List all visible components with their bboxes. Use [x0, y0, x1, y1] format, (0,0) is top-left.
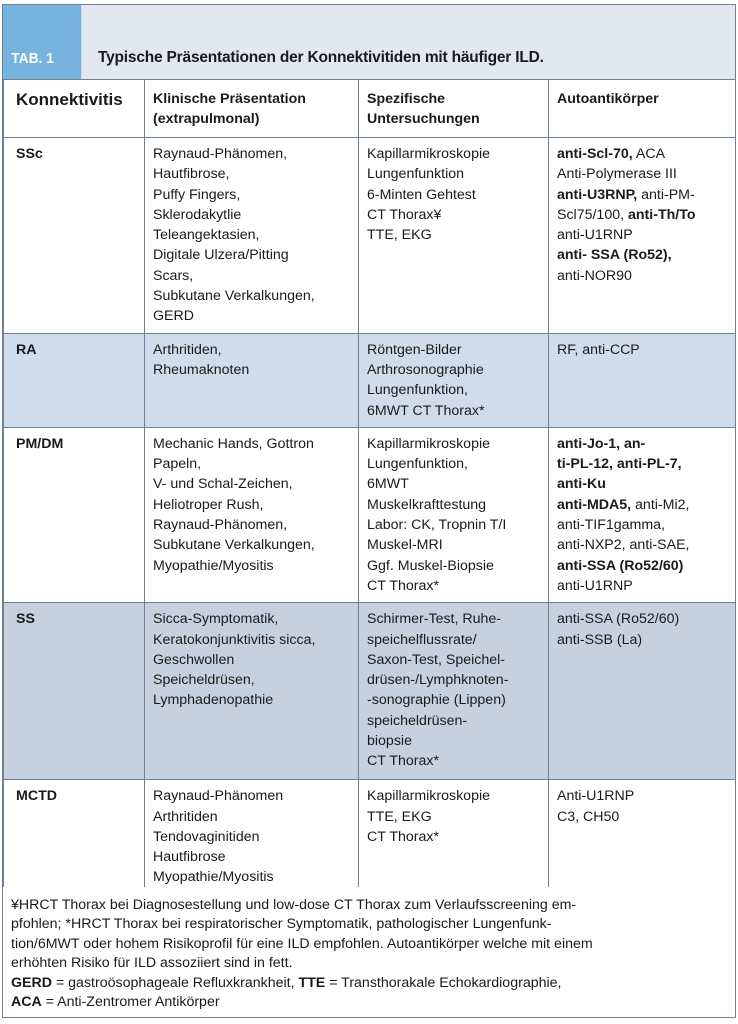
exam-line: drüsen-/Lymphknoten- — [367, 672, 509, 689]
disease-name: PM/DM — [16, 435, 64, 452]
clinical-line: Geschwollen — [153, 651, 235, 668]
exam-line: 6MWT CT Thorax* — [367, 402, 485, 419]
disease-cell — [4, 138, 145, 334]
table-body — [4, 138, 736, 895]
disease-cell — [4, 333, 145, 427]
antibody-line — [557, 495, 727, 515]
exam-line: -sonographie (Lippen) — [367, 692, 506, 709]
table-row — [4, 427, 736, 602]
exam-line: TTE, EKG — [367, 227, 432, 244]
exam-line: Kapillarmikroskopie — [367, 435, 491, 452]
antibody-line — [557, 535, 727, 555]
header-cell — [145, 80, 359, 138]
text: Scl75/100, — [557, 206, 628, 223]
text: anti-U1RNP — [557, 227, 633, 244]
table-row — [4, 780, 736, 895]
text: ¥HRCT Thorax bei Diagnosestellung und low-dose CT Thorax zum Verlaufsscreening em- — [11, 897, 577, 913]
text: anti-NXP2, anti-SAE, — [557, 537, 690, 554]
exam-line: Schirmer-Test, Ruhe- — [367, 611, 502, 628]
antibody-line — [557, 556, 727, 576]
table-row — [4, 333, 736, 427]
text: anti-Mi2, — [631, 496, 690, 513]
exam-line: TTE, EKG — [367, 808, 432, 825]
antibodies-cell — [549, 603, 736, 780]
exam-line: CT Thorax* — [367, 828, 440, 845]
footnote-line — [11, 993, 725, 1012]
clinical-line: Speicheldrüsen, — [153, 672, 255, 689]
footnote-line — [11, 896, 725, 915]
text: Anti-Polymerase III — [557, 166, 677, 183]
exam-line: biopsie — [367, 733, 412, 750]
bold-text: anti-Jo-1, an- — [557, 435, 646, 452]
footnote-line — [11, 915, 725, 934]
text: anti-SSA (Ro52/60) — [557, 611, 680, 628]
clinical-line: Sicca-Symptomatik, — [153, 611, 279, 628]
disease-name: RA — [16, 341, 37, 358]
antibody-line — [557, 144, 727, 164]
table-number-label: TAB. 1 — [3, 5, 81, 79]
exam-line: Röntgen-Bilder — [367, 341, 462, 358]
clinical-cell — [145, 780, 359, 895]
clinical-line: Puffy Fingers, — [153, 186, 241, 203]
bold-text: anti-U3RNP, — [557, 186, 638, 203]
table-frame — [2, 4, 736, 1018]
text: anti-U1RNP — [557, 577, 633, 594]
clinical-line: Heliotroper Rush, — [153, 496, 264, 513]
clinical-line: Subkutane Verkalkungen, — [153, 537, 315, 554]
exams-cell — [359, 427, 549, 602]
clinical-line: Hautfibrose, — [153, 166, 230, 183]
text: RF, anti-CCP — [557, 341, 640, 358]
header-line: Autoantikörper — [557, 91, 659, 107]
antibody-line — [557, 164, 727, 184]
clinical-line: Mechanic Hands, Gottron — [153, 435, 314, 452]
clinical-line: Tendovaginitiden — [153, 828, 260, 845]
antibody-line — [557, 454, 727, 474]
exam-line: speichelflussrate/ — [367, 631, 477, 648]
antibody-line — [557, 434, 727, 454]
connective-tissue-disease-table — [3, 79, 736, 895]
text: = Transthorakale Echokardiographie, — [325, 974, 562, 991]
exam-line: 6MWT — [367, 476, 409, 493]
antibody-line — [557, 205, 727, 225]
exams-cell — [359, 138, 549, 334]
clinical-line: Sklerodakytlie — [153, 206, 242, 223]
clinical-line: Papeln, — [153, 456, 202, 473]
exam-line: Muskel-MRI — [367, 537, 443, 554]
clinical-cell — [145, 427, 359, 602]
antibody-line — [557, 576, 727, 596]
exam-line: Labor: CK, Tropnin T/I — [367, 517, 507, 534]
antibody-line — [557, 786, 727, 806]
header-row — [4, 80, 736, 138]
disease-name: MCTD — [16, 788, 57, 805]
header-line: (extrapulmonal) — [153, 111, 260, 127]
clinical-line: Raynaud-Phänomen — [153, 788, 284, 805]
exam-line: CT Thorax¥ — [367, 206, 442, 223]
antibody-line — [557, 225, 727, 245]
antibodies-cell — [549, 138, 736, 334]
bold-text: ti-PL-12, anti-PL-7, — [557, 456, 682, 473]
antibody-line — [557, 340, 727, 360]
exam-line: Saxon-Test, Speichel- — [367, 651, 506, 668]
header-cell — [4, 80, 145, 138]
exams-cell — [359, 333, 549, 427]
exam-line: Arthrosonographie — [367, 361, 484, 378]
bold-text: TTE — [298, 974, 326, 991]
exam-line: CT Thorax* — [367, 577, 440, 594]
clinical-line: Myopathie/Myositis — [153, 869, 274, 886]
text: anti-SSB (La) — [557, 631, 643, 648]
exam-line: Ggf. Muskel-Biopsie — [367, 557, 494, 574]
text: anti-PM- — [637, 186, 695, 203]
clinical-line: Myopathie/Myositis — [153, 557, 274, 574]
disease-name: SSc — [16, 146, 43, 162]
exams-cell — [359, 603, 549, 780]
text: erhöhten Risiko für ILD assoziiert sind in fett. — [11, 955, 293, 972]
clinical-cell — [145, 138, 359, 334]
antibody-line — [557, 515, 727, 535]
bold-text: anti-SSA (Ro52/60) — [557, 557, 684, 574]
exam-line: speicheldrüsen- — [367, 712, 468, 729]
antibodies-cell — [549, 780, 736, 895]
exam-line: 6-Minten Gehtest — [367, 186, 476, 203]
bold-text: anti-Ku — [557, 476, 606, 493]
exam-line: Kapillarmikroskopie — [367, 146, 491, 162]
clinical-line: Scars, — [153, 267, 194, 284]
clinical-line: V- und Schal-Zeichen, — [153, 476, 293, 493]
clinical-line: Subkutane Verkalkungen, — [153, 288, 315, 305]
exam-line: Muskelkrafttestung — [367, 496, 487, 513]
footnote-line — [11, 935, 725, 954]
clinical-line: Arthritiden — [153, 808, 218, 825]
bold-text: anti- SSA (Ro52), — [557, 247, 672, 264]
clinical-line: Raynaud-Phänomen, — [153, 146, 288, 162]
table-row — [4, 603, 736, 780]
header-line: Konnektivitis — [16, 90, 123, 109]
table-footnote — [3, 887, 735, 1017]
antibody-line — [557, 266, 727, 286]
antibody-line — [557, 245, 727, 265]
antibody-line — [557, 609, 727, 629]
text: anti-TIF1gamma, — [557, 517, 666, 534]
antibody-line — [557, 807, 727, 827]
clinical-line: Lymphadenopathie — [153, 692, 274, 709]
exam-line: Lungenfunktion — [367, 166, 465, 183]
table-container — [3, 79, 735, 895]
clinical-cell — [145, 333, 359, 427]
exam-line: CT Thorax* — [367, 753, 440, 770]
disease-cell — [4, 780, 145, 895]
header-cell — [549, 80, 736, 138]
text: = Anti-Zentromer Antikörper — [41, 994, 220, 1011]
antibody-line — [557, 185, 727, 205]
text: = gastroösophageale Refluxkrankheit, — [52, 974, 299, 991]
table-title: Typische Präsentationen der Konnektivitiden mit häufiger ILD. — [98, 49, 544, 66]
clinical-line: Teleangektasien, — [153, 227, 260, 244]
bold-text: GERD — [11, 974, 52, 991]
disease-name: SS — [16, 611, 35, 628]
header-line: Spezifische — [367, 91, 446, 107]
clinical-line: Keratokonjunktivitis sicca, — [153, 631, 316, 648]
header-cell — [359, 80, 549, 138]
header-line: Untersuchungen — [367, 111, 480, 127]
clinical-line: Hautfibrose — [153, 849, 226, 866]
clinical-line: Rheumaknoten — [153, 361, 250, 378]
clinical-line: Digitale Ulzera/Pitting — [153, 247, 289, 264]
text: C3, CH50 — [557, 808, 620, 825]
antibody-line — [557, 630, 727, 650]
antibodies-cell — [549, 333, 736, 427]
bold-text: anti-Th/To — [628, 206, 696, 223]
exam-line: Kapillarmikroskopie — [367, 788, 491, 805]
footnote-line — [11, 974, 725, 993]
bold-text: anti-Scl-70, — [557, 146, 633, 162]
text: Anti-U1RNP — [557, 788, 635, 805]
text: ACA — [632, 146, 666, 162]
header-line: Klinische Präsentation — [153, 91, 306, 107]
exam-line: Lungenfunktion, — [367, 382, 468, 399]
table-row — [4, 138, 736, 334]
footnote-line — [11, 954, 725, 973]
clinical-line: Arthritiden, — [153, 341, 222, 358]
text: tion/6MWT oder hohem Risikoprofil für eine ILD empfohlen. Autoantikörper welche mit einem — [11, 935, 593, 952]
text: anti-NOR90 — [557, 267, 632, 284]
clinical-line: GERD — [153, 308, 194, 325]
disease-cell — [4, 603, 145, 780]
table-title-bar — [3, 5, 735, 79]
clinical-cell — [145, 603, 359, 780]
exam-line: Lungenfunktion, — [367, 456, 468, 473]
antibody-line — [557, 474, 727, 494]
text: pfohlen; *HRCT Thorax bei respiratorischer Symptomatik, pathologischer Lungenfunk- — [11, 916, 552, 933]
bold-text: ACA — [11, 994, 42, 1011]
bold-text: anti-MDA5, — [557, 496, 632, 513]
antibodies-cell — [549, 427, 736, 602]
exams-cell — [359, 780, 549, 895]
disease-cell — [4, 427, 145, 602]
clinical-line: Raynaud-Phänomen, — [153, 517, 288, 534]
